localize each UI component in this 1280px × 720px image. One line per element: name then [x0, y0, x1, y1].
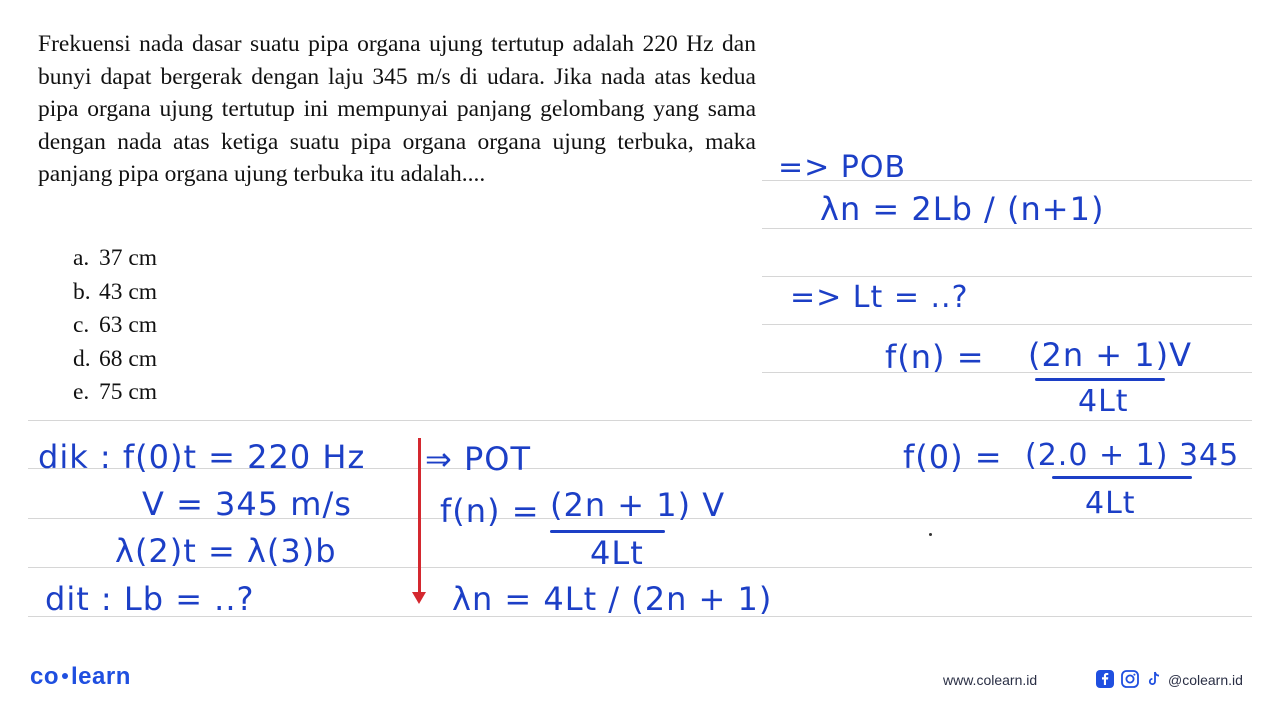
hw-closed-lhs: f(n) =: [440, 492, 540, 530]
hw-f0-denominator: 4Lt: [1085, 486, 1136, 521]
hw-known-line2: V = 345 m/s: [142, 485, 352, 523]
pen-dot: [929, 533, 932, 536]
hw-f-numerator: (2n + 1)V: [1028, 336, 1193, 374]
option-text: 37 cm: [99, 245, 158, 271]
hw-known-line3: λ(2)t = λ(3)b: [115, 532, 337, 570]
instagram-icon[interactable]: [1120, 669, 1140, 689]
hw-closed-lambda: λn = 4Lt / (2n + 1): [452, 580, 773, 618]
option-letter: e.: [73, 379, 90, 405]
option-letter: c.: [73, 312, 90, 338]
red-divider-line: [418, 438, 421, 598]
option-text: 75 cm: [99, 379, 158, 405]
option-e[interactable]: [73, 376, 157, 410]
option-text: 43 cm: [99, 278, 158, 305]
hw-f-lhs: f(n) =: [885, 338, 985, 376]
ruled-line: [28, 420, 1252, 421]
option-b[interactable]: [73, 276, 157, 310]
option-letter: a.: [73, 245, 90, 271]
hw-closed-denominator: 4Lt: [590, 534, 644, 572]
ruled-line: [762, 228, 1252, 229]
problem-text: Frekuensi nada dasar suatu pipa organa ujung tertutup adalah 220 Hz dan bunyi dapat bergerak dengan laju 345 m/s di udara. Jika nada atas kedua pipa organa ujung tertutup ini mempunyai panjang gelombang yang sama dengan nada atas ketiga suatu pipa organa organa ujung terbuka, maka panjang pipa organa ujung terbuka itu adalah....: [38, 31, 756, 187]
option-d[interactable]: [73, 343, 157, 377]
hw-open-pipe-title: => POB: [778, 150, 907, 185]
logo-text-co: co: [30, 663, 60, 690]
social-handle[interactable]: @colearn.id: [1168, 672, 1243, 688]
hw-fraction-bar: [550, 530, 665, 533]
ruled-line: [762, 324, 1252, 325]
hw-closed-numerator: (2n + 1) V: [550, 486, 726, 524]
hw-f-denominator: 4Lt: [1078, 384, 1129, 419]
colearn-logo[interactable]: [30, 663, 131, 691]
hw-find-lt-title: => Lt = ..?: [790, 280, 969, 315]
hw-known-line4: dit : Lb = ..?: [45, 580, 255, 618]
facebook-icon[interactable]: [1095, 669, 1115, 689]
option-text: 68 cm: [99, 345, 158, 372]
hw-closed-pipe-title: ⇒ POT: [425, 440, 532, 478]
logo-text-learn: learn: [71, 663, 131, 690]
hw-fraction-bar: [1035, 378, 1165, 381]
option-a[interactable]: [73, 242, 157, 276]
hw-open-pipe-lambda: λn = 2Lb / (n+1): [820, 190, 1105, 228]
red-arrow-icon: [412, 592, 426, 604]
logo-dot: [62, 673, 68, 679]
answer-options: [73, 242, 157, 410]
footer-url[interactable]: www.colearn.id: [943, 672, 1038, 688]
option-letter: b.: [73, 278, 91, 305]
hw-f0-numerator: (2.0 + 1) 345: [1025, 438, 1240, 473]
option-letter: d.: [73, 345, 91, 372]
hw-known-line1: dik : f(0)t = 220 Hz: [38, 438, 366, 476]
option-text: 63 cm: [99, 312, 158, 338]
option-c[interactable]: [73, 309, 157, 343]
ruled-line: [762, 276, 1252, 277]
tiktok-icon[interactable]: [1144, 669, 1164, 689]
hw-f0-lhs: f(0) =: [903, 438, 1003, 476]
hw-fraction-bar: [1052, 476, 1192, 479]
